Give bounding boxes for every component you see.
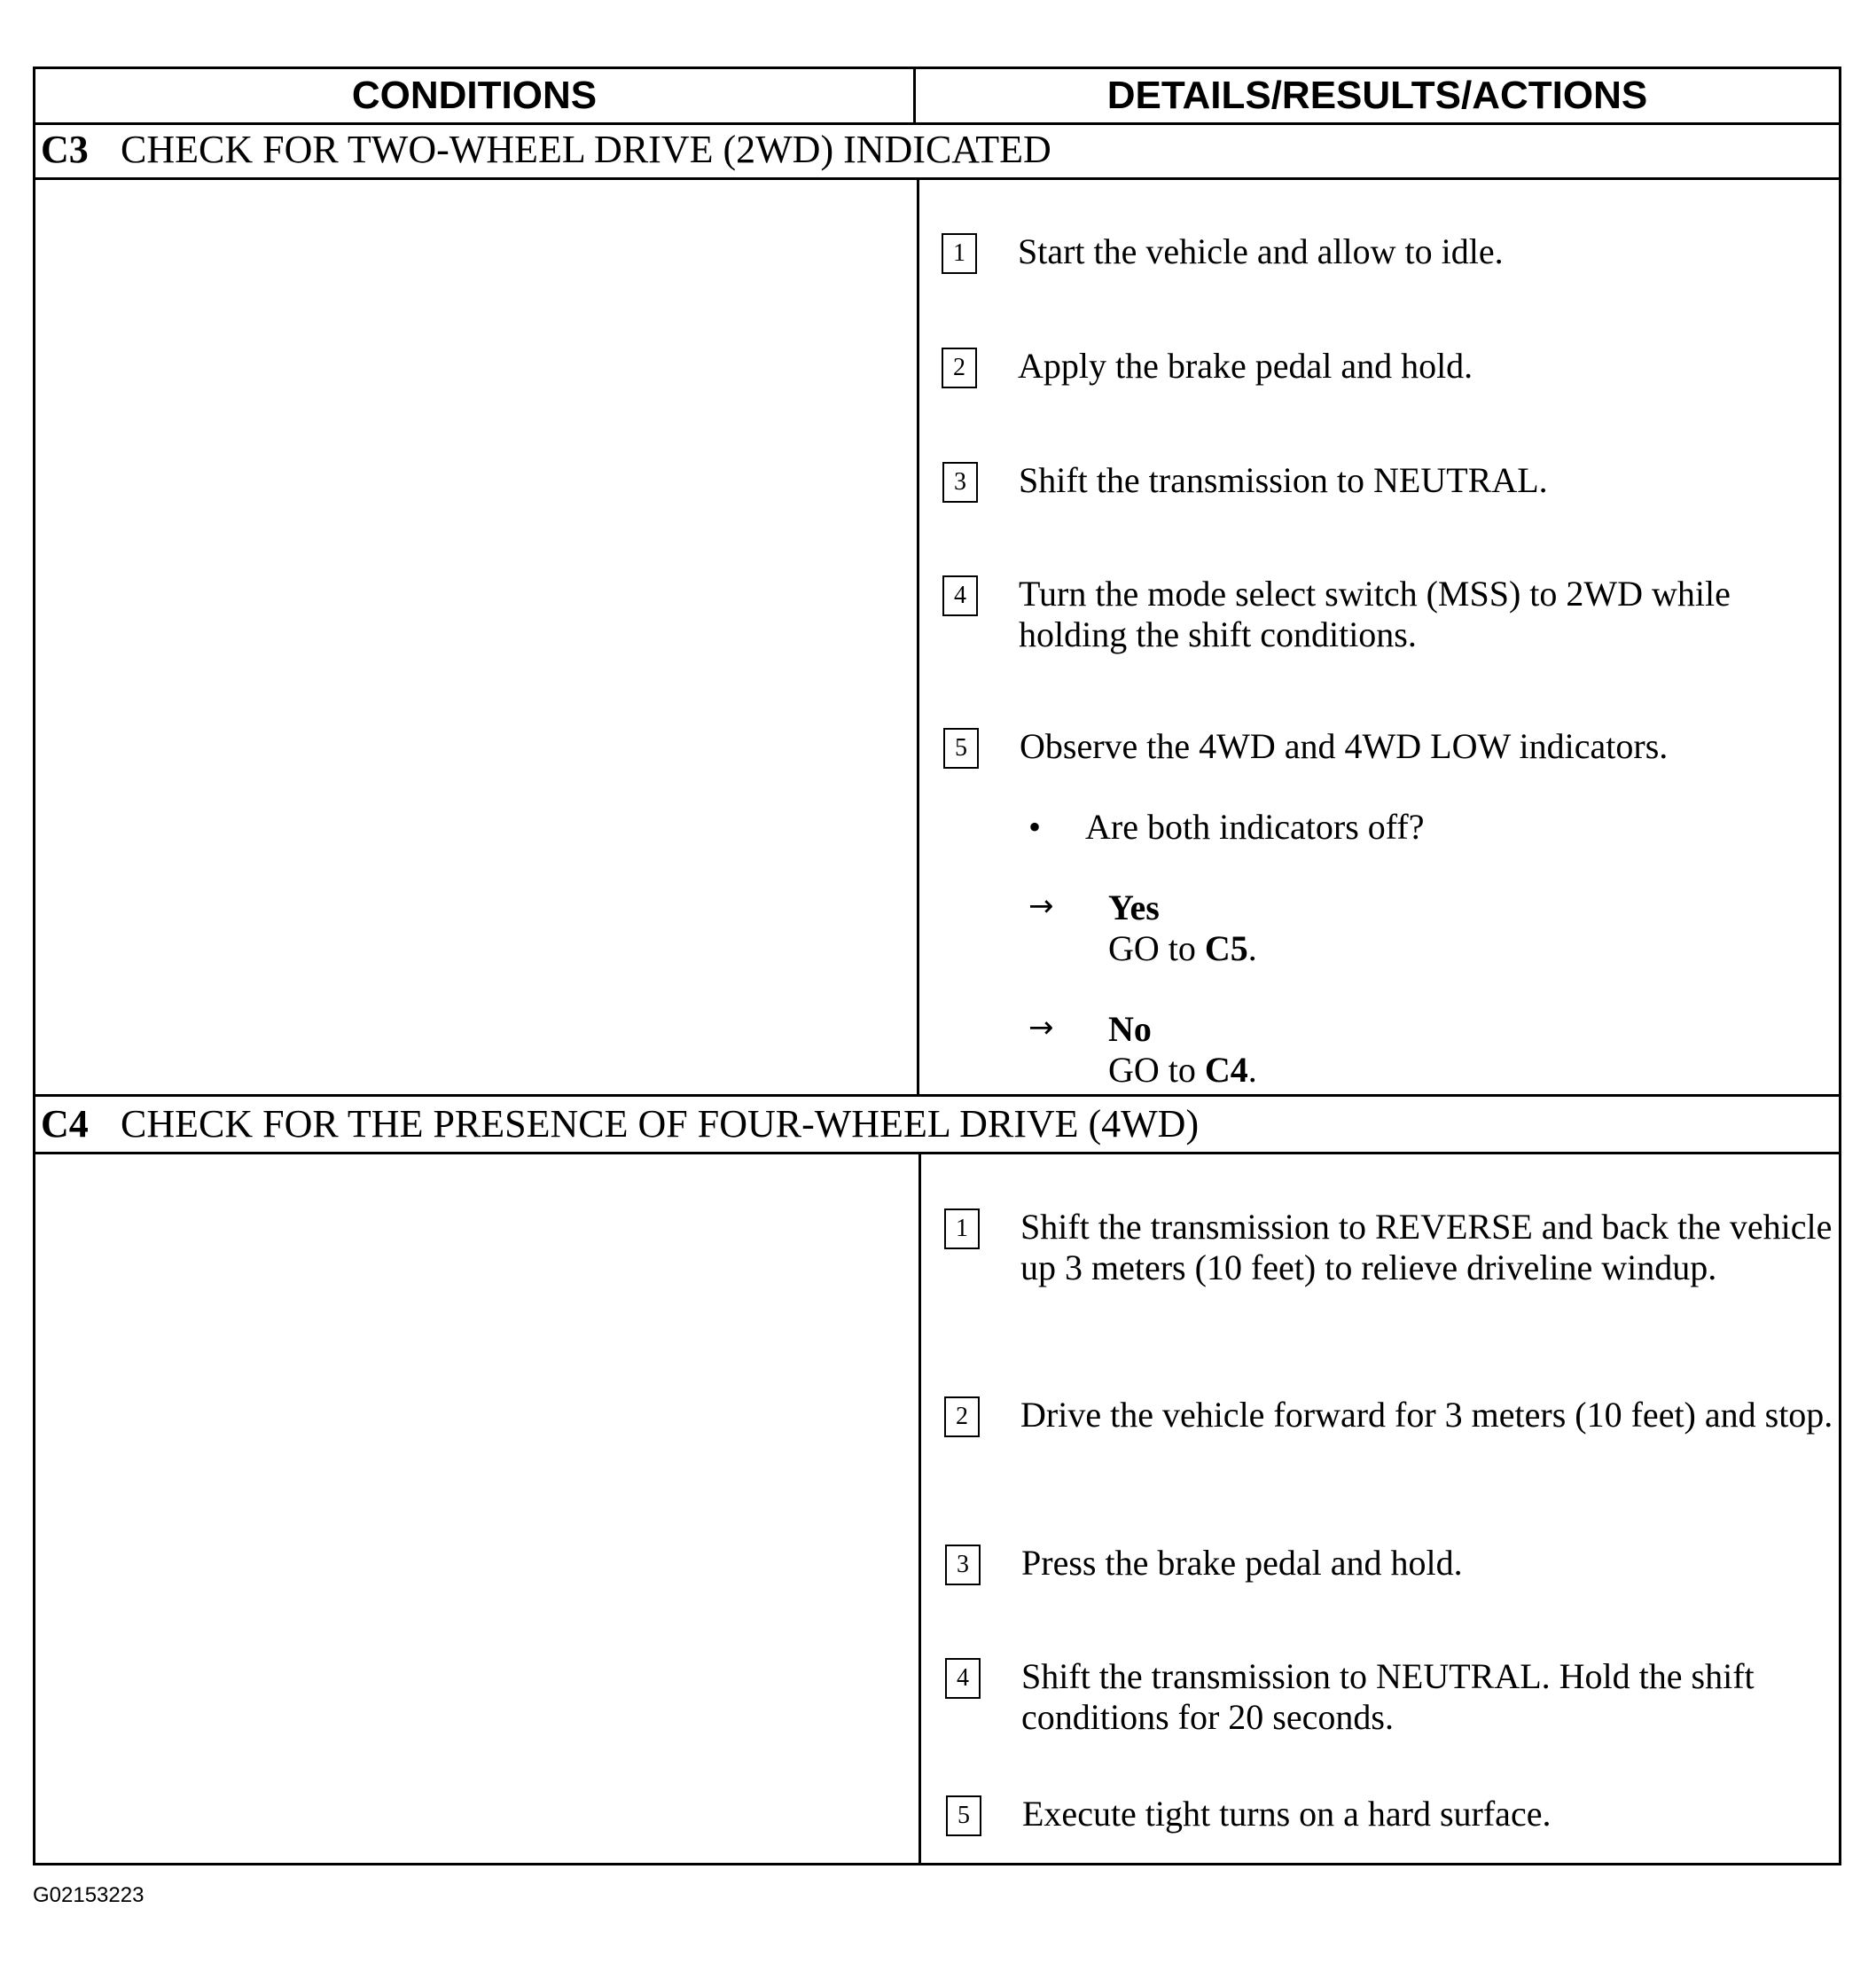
section-c4-code: C4 (41, 1102, 89, 1146)
figure-id: G02153223 (33, 1883, 145, 1907)
goto-instruction: GO to C5. (1108, 928, 1257, 968)
step-number-box: 1 (942, 233, 977, 274)
goto-target: C4 (1204, 1050, 1248, 1090)
step-text: Turn the mode select switch (MSS) to 2WD while holding the shift conditions. (1019, 574, 1731, 654)
step-number-box: 4 (945, 1658, 981, 1699)
step-text: Press the brake pedal and hold. (1021, 1543, 1463, 1583)
answer-label: No (1108, 1009, 1152, 1049)
step-number-box: 5 (946, 1795, 981, 1836)
step-number-box: 5 (943, 728, 979, 769)
section-c3-rule (35, 177, 1839, 180)
section-c4-divider (918, 1152, 921, 1865)
right-arrow-icon: → (1028, 1010, 1054, 1045)
step-number-box: 4 (942, 575, 978, 616)
step-text: Start the vehicle and allow to idle. (1018, 231, 1504, 271)
step-text: Execute tight turns on a hard surface. (1022, 1794, 1552, 1834)
step-text: Shift the transmission to NEUTRAL. (1019, 460, 1548, 500)
header-divider (913, 69, 916, 122)
section-c3-code: C3 (41, 128, 89, 171)
step-number-box: 3 (945, 1545, 981, 1585)
goto-instruction: GO to C4. (1108, 1050, 1257, 1090)
conditions-column-header: CONDITIONS (351, 74, 598, 117)
question-text: Are both indicators off? (1085, 807, 1425, 847)
answer-label: Yes (1108, 888, 1160, 927)
step-number-box: 1 (944, 1208, 980, 1249)
section-c4-heading: CHECK FOR THE PRESENCE OF FOUR-WHEEL DRIVE (4WD) (121, 1102, 1200, 1146)
step-text: Apply the brake pedal and hold. (1018, 346, 1473, 386)
step-text: Drive the vehicle forward for 3 meters (10 feet) and stop. (1020, 1395, 1833, 1435)
step-number-box: 3 (942, 462, 978, 503)
step-text: Observe the 4WD and 4WD LOW indicators. (1020, 726, 1669, 766)
goto-target: C5 (1204, 928, 1248, 968)
section-c3-divider (917, 177, 919, 1094)
step-text: Shift the transmission to NEUTRAL. Hold the shift conditions for 20 seconds. (1021, 1656, 1755, 1737)
section-c4-title (41, 1097, 1199, 1150)
step-number-box: 2 (944, 1396, 980, 1437)
diagnostic-table (33, 66, 1841, 1865)
right-arrow-icon: → (1028, 888, 1054, 924)
details-column-header: DETAILS/RESULTS/ACTIONS (1106, 74, 1648, 117)
section-c3-title (41, 122, 1051, 176)
bullet-icon: • (1028, 807, 1042, 847)
section-c3-heading: CHECK FOR TWO-WHEEL DRIVE (2WD) INDICATED (121, 128, 1051, 171)
step-number-box: 2 (942, 348, 977, 388)
section-c4-rule (35, 1152, 1839, 1154)
step-text: Shift the transmission to REVERSE and back the vehicle up 3 meters (10 feet) to relieve driveline windup. (1020, 1207, 1833, 1287)
